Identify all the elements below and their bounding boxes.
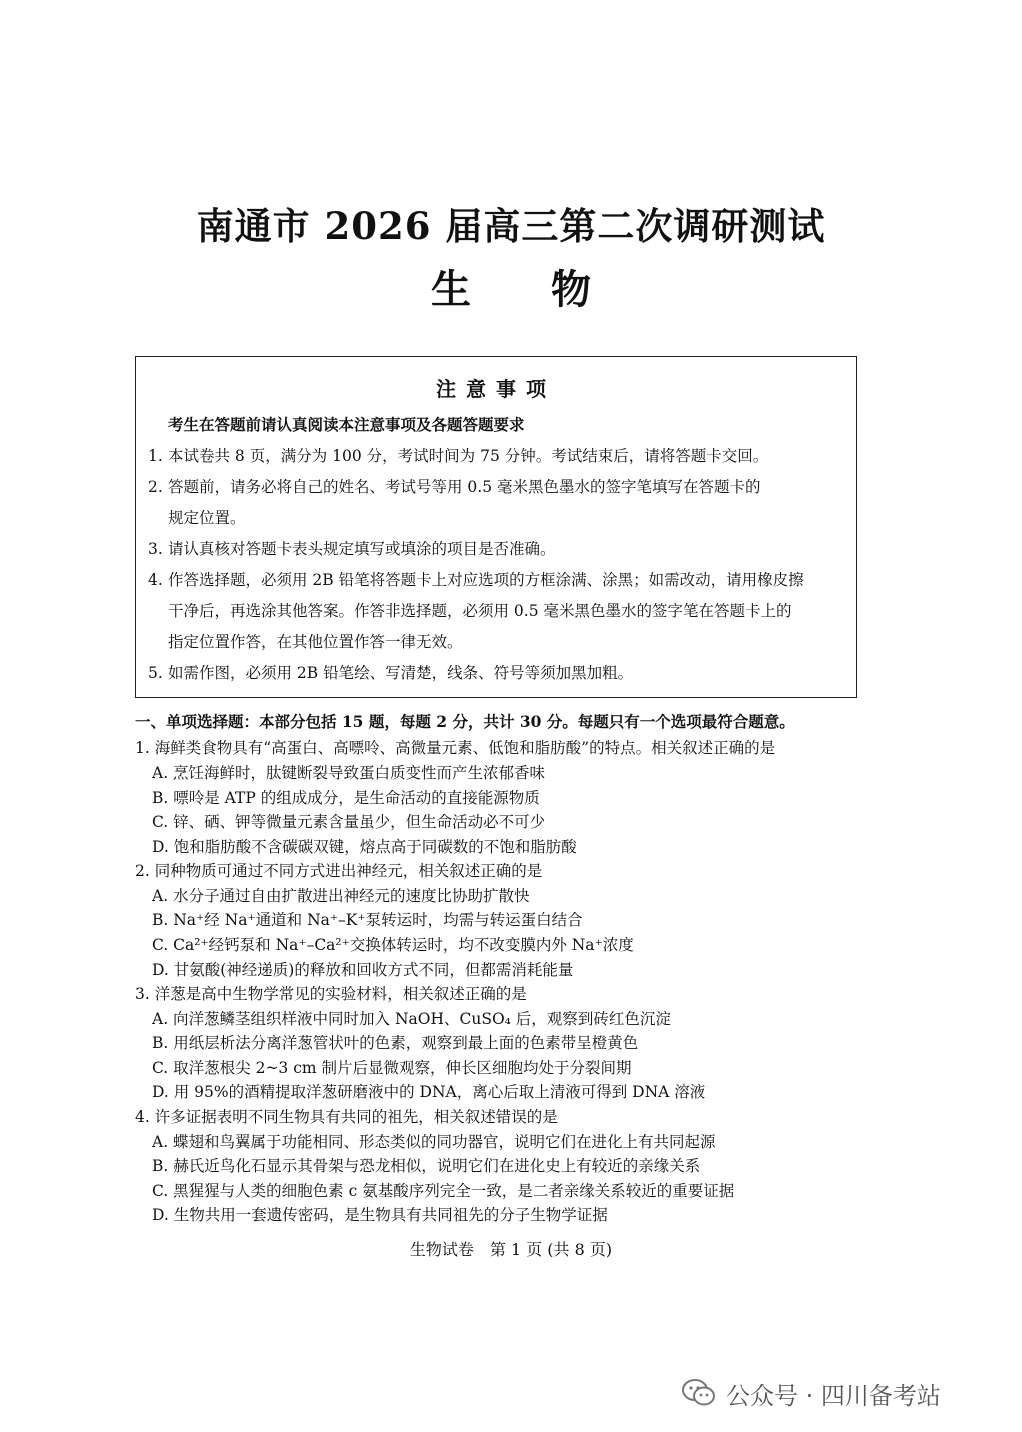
page-footer: 生物试卷 第 1 页 (共 8 页) [409, 1240, 613, 1259]
notice-item-line: 本试卷共 8 页，满分为 100 分，考试时间为 75 分钟。考试结束后，请将答题卡交回。 [168, 447, 769, 465]
notice-item [148, 472, 848, 534]
question-stem: 1. 海鲜类食物具有“高蛋白、高嘌呤、高微量元素、低饱和脂肪酸”的特点。相关叙述正确的是 [135, 739, 776, 757]
watermark-text: 公众号 · 四川备考站 [726, 1381, 941, 1410]
question-option: D. 饱和脂肪酸不含碳碳双键，熔点高于同碳数的不饱和脂肪酸 [152, 838, 577, 856]
exam-subject: 生物 [431, 266, 671, 313]
notice-item-number: 5. [148, 664, 163, 682]
question-option: C. 锌、硒、钾等微量元素含量虽少，但生命活动必不可少 [152, 813, 546, 831]
notice-item [148, 565, 848, 658]
question-option: A. 向洋葱鳞茎组织样液中同时加入 NaOH、CuSO₄ 后，观察到砖红色沉淀 [152, 1010, 671, 1028]
notice-subtitle: 考生在答题前请认真阅读本注意事项及各题答题要求 [168, 415, 525, 434]
question-option: A. 蝶翅和鸟翼属于功能相同、形态类似的同功器官，说明它们在进化上有共同起源 [152, 1133, 716, 1151]
notice-item-number: 3. [148, 540, 163, 558]
notice-item-number: 2. [148, 478, 163, 496]
question-stem: 2. 同种物质可通过不同方式进出神经元，相关叙述正确的是 [135, 862, 543, 880]
question-option: A. 烹饪海鲜时，肽键断裂导致蛋白质变性而产生浓郁香味 [152, 764, 546, 782]
question-option: C. 黑猩猩与人类的细胞色素 c 氨基酸序列完全一致，是二者亲缘关系较近的重要证据 [152, 1182, 735, 1200]
notice-item-line: 指定位置作答，在其他位置作答一律无效。 [168, 633, 463, 651]
question-option: B. 赫氏近鸟化石显示其骨架与恐龙相似，说明它们在进化史上有较近的亲缘关系 [152, 1157, 701, 1175]
question-option: B. 嘌呤是 ATP 的组成成分，是生命活动的直接能源物质 [152, 789, 540, 807]
question-option: D. 甘氨酸(神经递质)的释放和回收方式不同，但都需消耗能量 [152, 961, 574, 979]
question-option: D. 用 95%的酒精提取洋葱研磨液中的 DNA，离心后取上清液可得到 DNA 溶液 [152, 1083, 706, 1101]
notice-item [148, 441, 848, 472]
notice-item [148, 534, 848, 565]
wechat-icon [682, 1378, 716, 1408]
watermark [682, 1376, 941, 1410]
notice-item-line: 规定位置。 [168, 509, 246, 527]
notice-item-number: 1. [148, 447, 163, 465]
notice-item-line: 如需作图，必须用 2B 铅笔绘、写清楚，线条、符号等须加黑加粗。 [168, 664, 634, 682]
question-option: D. 生物共用一套遗传密码，是生物具有共同祖先的分子生物学证据 [152, 1206, 608, 1224]
question-option: B. 用纸层析法分离洋葱管状叶的色素，观察到最上面的色素带呈橙黄色 [152, 1034, 639, 1052]
question-option: B. Na⁺经 Na⁺通道和 Na⁺–K⁺泵转运时，均需与转运蛋白结合 [152, 911, 583, 929]
section-heading: 一、单项选择题：本部分包括 15 题，每题 2 分，共计 30 分。每题只有一个选项最符合题意。 [135, 712, 795, 731]
notice-box [135, 356, 857, 698]
notice-item-line: 请认真核对答题卡表头规定填写或填涂的项目是否准确。 [168, 540, 556, 558]
question-stem: 4. 许多证据表明不同生物具有共同的祖先，相关叙述错误的是 [135, 1108, 558, 1126]
notice-item-line: 干净后，再选涂其他答案。作答非选择题，必须用 0.5 毫米黑色墨水的签字笔在答题卡上的 [168, 602, 792, 620]
exam-title: 南通市 2026 届高三第二次调研测试 [196, 204, 826, 248]
notice-item-line: 答题前，请务必将自己的姓名、考试号等用 0.5 毫米黑色墨水的签字笔填写在答题卡的 [168, 478, 761, 496]
question-option: C. Ca²⁺经钙泵和 Na⁺–Ca²⁺交换体转运时，均不改变膜内外 Na⁺浓度 [152, 936, 634, 954]
question-option: C. 取洋葱根尖 2~3 cm 制片后显微观察，伸长区细胞均处于分裂间期 [152, 1059, 632, 1077]
notice-item-number: 4. [148, 571, 163, 589]
notice-item-line: 作答选择题，必须用 2B 铅笔将答题卡上对应选项的方框涂满、涂黑；如需改动，请用橡皮擦 [168, 571, 804, 589]
notice-title: 注意事项 [436, 377, 556, 401]
question-option: A. 水分子通过自由扩散进出神经元的速度比协助扩散快 [152, 887, 530, 905]
notice-item [148, 658, 848, 689]
question-stem: 3. 洋葱是高中生物学常见的实验材料，相关叙述正确的是 [135, 985, 527, 1003]
